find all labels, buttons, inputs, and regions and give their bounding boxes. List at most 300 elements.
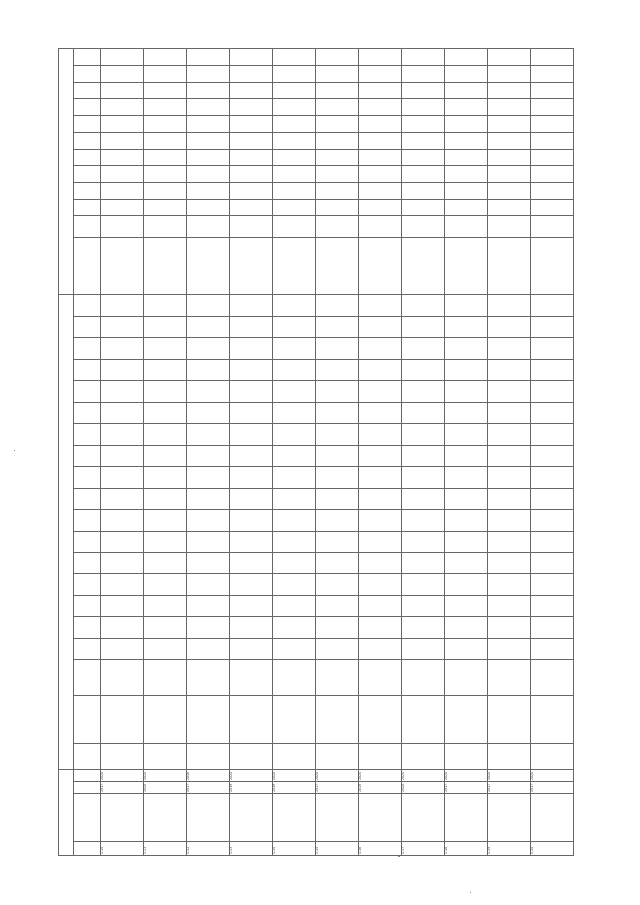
year-value-cell xyxy=(273,295,316,317)
column-header xyxy=(74,199,101,216)
year-value-cell xyxy=(273,595,316,616)
target-value-cell xyxy=(230,99,273,116)
table-row xyxy=(316,49,359,856)
funding-source-cell xyxy=(488,696,531,744)
table-row xyxy=(531,49,574,856)
year-value-cell xyxy=(488,552,531,573)
total-cell xyxy=(273,660,316,696)
year-value-cell xyxy=(144,574,187,595)
target-value-cell xyxy=(316,116,359,133)
target-value-cell xyxy=(144,82,187,99)
year-value-cell xyxy=(359,424,402,445)
year-value-cell xyxy=(144,359,187,380)
target-value-cell xyxy=(488,66,531,83)
unit-cell xyxy=(445,216,488,237)
value-cell xyxy=(144,638,187,659)
year-value-cell xyxy=(316,595,359,616)
year-value-cell xyxy=(230,295,273,317)
target-value-cell xyxy=(531,132,574,149)
year-value-cell xyxy=(230,381,273,402)
year-end-cell: 2024 xyxy=(445,770,488,782)
year-value-cell xyxy=(445,445,488,466)
target-value-cell xyxy=(445,99,488,116)
year-value-cell xyxy=(402,295,445,317)
year-value-cell xyxy=(101,552,144,573)
year-value-cell xyxy=(273,510,316,531)
year-value-cell xyxy=(359,467,402,488)
year-start-cell: 2017 xyxy=(531,782,574,794)
column-header xyxy=(74,116,101,133)
total-cell xyxy=(316,660,359,696)
target-value-cell xyxy=(531,99,574,116)
column-header xyxy=(74,488,101,509)
target-value-cell xyxy=(273,182,316,199)
target-value-cell xyxy=(488,49,531,66)
target-value-cell xyxy=(273,132,316,149)
executor-cell xyxy=(316,743,359,769)
unit-cell xyxy=(488,216,531,237)
value-cell xyxy=(531,617,574,638)
target-value-cell xyxy=(316,166,359,183)
base-value-cell xyxy=(230,199,273,216)
value-cell xyxy=(230,638,273,659)
year-value-cell xyxy=(144,510,187,531)
year-start-cell: 2017 xyxy=(488,782,531,794)
total-cell xyxy=(488,660,531,696)
year-value-cell xyxy=(445,510,488,531)
column-header xyxy=(74,531,101,552)
measure-name-cell xyxy=(359,793,402,841)
year-value-cell xyxy=(531,574,574,595)
target-value-cell xyxy=(144,182,187,199)
target-value-cell xyxy=(359,182,402,199)
year-value-cell xyxy=(402,445,445,466)
year-end-cell: 2020 xyxy=(230,770,273,782)
target-value-cell xyxy=(359,149,402,166)
year-start-cell: 2017 xyxy=(445,782,488,794)
year-value-cell xyxy=(144,531,187,552)
year-value-cell xyxy=(144,552,187,573)
column-header xyxy=(74,182,101,199)
target-value-cell xyxy=(445,49,488,66)
funding-source-cell xyxy=(445,696,488,744)
value-cell xyxy=(359,617,402,638)
target-value-cell xyxy=(402,99,445,116)
target-value-cell xyxy=(359,166,402,183)
year-value-cell xyxy=(101,424,144,445)
column-header xyxy=(74,316,101,337)
executor-cell xyxy=(230,743,273,769)
row-number-cell: 1.19 xyxy=(488,841,531,855)
year-value-cell xyxy=(187,402,230,423)
row-number-cell: 1.18 xyxy=(445,841,488,855)
measure-name-cell xyxy=(101,793,144,841)
year-value-cell xyxy=(531,552,574,573)
year-value-cell xyxy=(531,381,574,402)
year-value-cell xyxy=(488,595,531,616)
year-value-cell xyxy=(144,381,187,402)
year-value-cell xyxy=(230,531,273,552)
year-value-cell xyxy=(230,402,273,423)
year-value-cell xyxy=(531,424,574,445)
unit-cell xyxy=(531,216,574,237)
year-value-cell xyxy=(316,381,359,402)
unit-cell xyxy=(359,216,402,237)
year-value-cell xyxy=(230,510,273,531)
measure-name-cell xyxy=(531,793,574,841)
year-value-cell xyxy=(273,552,316,573)
indicator-name-cell xyxy=(316,237,359,294)
year-value-cell xyxy=(316,338,359,359)
base-value-cell xyxy=(359,199,402,216)
year-value-cell xyxy=(273,488,316,509)
year-value-cell xyxy=(187,424,230,445)
year-value-cell xyxy=(101,295,144,317)
year-value-cell xyxy=(187,338,230,359)
target-value-cell xyxy=(144,99,187,116)
year-value-cell xyxy=(273,531,316,552)
total-cell xyxy=(144,660,187,696)
target-value-cell xyxy=(101,132,144,149)
target-value-cell xyxy=(273,99,316,116)
year-end-cell: 2020 xyxy=(316,770,359,782)
total-cell xyxy=(187,660,230,696)
target-value-cell xyxy=(316,82,359,99)
target-value-cell xyxy=(101,82,144,99)
target-value-cell xyxy=(187,149,230,166)
column-header xyxy=(74,338,101,359)
row-number-cell: 1.20 xyxy=(531,841,574,855)
column-header xyxy=(74,770,101,782)
column-header xyxy=(74,166,101,183)
year-value-cell xyxy=(531,531,574,552)
executor-cell xyxy=(144,743,187,769)
value-cell xyxy=(273,617,316,638)
year-value-cell xyxy=(402,488,445,509)
year-value-cell xyxy=(316,445,359,466)
year-value-cell xyxy=(531,445,574,466)
year-value-cell xyxy=(531,295,574,317)
year-end-cell: 2018 xyxy=(187,770,230,782)
measure-name-cell xyxy=(488,793,531,841)
year-value-cell xyxy=(144,445,187,466)
year-start-cell: 2019 xyxy=(359,782,402,794)
column-header xyxy=(74,381,101,402)
target-value-cell xyxy=(230,149,273,166)
year-value-cell xyxy=(488,359,531,380)
table-column-header-row xyxy=(74,49,101,856)
group-header-right xyxy=(59,49,74,295)
executor-cell xyxy=(488,743,531,769)
year-value-cell xyxy=(488,338,531,359)
target-value-cell xyxy=(359,49,402,66)
year-end-cell: 2024 xyxy=(488,770,531,782)
funding-source-cell xyxy=(230,696,273,744)
year-value-cell xyxy=(316,402,359,423)
base-value-cell xyxy=(531,199,574,216)
year-value-cell xyxy=(488,531,531,552)
column-header xyxy=(74,793,101,841)
executor-cell xyxy=(273,743,316,769)
indicator-name-cell xyxy=(187,237,230,294)
year-value-cell xyxy=(488,402,531,423)
year-value-cell xyxy=(402,552,445,573)
year-value-cell xyxy=(402,595,445,616)
row-number-cell: 1.15 xyxy=(316,841,359,855)
year-value-cell xyxy=(230,595,273,616)
column-header xyxy=(74,660,101,696)
value-cell xyxy=(230,617,273,638)
year-value-cell xyxy=(359,531,402,552)
target-value-cell xyxy=(402,66,445,83)
year-value-cell xyxy=(101,595,144,616)
year-value-cell xyxy=(316,552,359,573)
year-value-cell xyxy=(402,338,445,359)
target-value-cell xyxy=(101,116,144,133)
year-value-cell xyxy=(230,316,273,337)
year-value-cell xyxy=(273,359,316,380)
target-value-cell xyxy=(187,166,230,183)
year-value-cell xyxy=(316,488,359,509)
target-value-cell xyxy=(488,182,531,199)
target-value-cell xyxy=(187,49,230,66)
year-value-cell xyxy=(445,488,488,509)
year-value-cell xyxy=(445,295,488,317)
year-value-cell xyxy=(445,338,488,359)
year-end-cell: 2024 xyxy=(144,770,187,782)
year-value-cell xyxy=(488,488,531,509)
column-header xyxy=(74,359,101,380)
year-value-cell xyxy=(273,338,316,359)
year-value-cell xyxy=(445,381,488,402)
indicator-name-cell xyxy=(101,237,144,294)
unit-cell xyxy=(273,216,316,237)
column-header xyxy=(74,82,101,99)
year-value-cell xyxy=(402,510,445,531)
year-start-cell: 2019 xyxy=(230,782,273,794)
base-value-cell xyxy=(144,199,187,216)
year-value-cell xyxy=(316,510,359,531)
total-cell xyxy=(445,660,488,696)
year-end-cell: 2020 xyxy=(273,770,316,782)
row-number-cell: 1.11 xyxy=(144,841,187,855)
year-value-cell xyxy=(101,338,144,359)
column-header xyxy=(74,402,101,423)
target-value-cell xyxy=(359,82,402,99)
year-value-cell xyxy=(187,488,230,509)
unit-cell xyxy=(402,216,445,237)
column-header xyxy=(74,574,101,595)
indicator-name-cell xyxy=(273,237,316,294)
year-value-cell xyxy=(230,574,273,595)
year-value-cell xyxy=(144,595,187,616)
year-value-cell xyxy=(359,445,402,466)
target-value-cell xyxy=(402,149,445,166)
year-value-cell xyxy=(316,295,359,317)
row-number-cell: 1.16 xyxy=(359,841,402,855)
column-header xyxy=(74,552,101,573)
value-cell xyxy=(488,638,531,659)
target-value-cell xyxy=(402,49,445,66)
year-value-cell xyxy=(359,552,402,573)
table-row xyxy=(488,49,531,856)
target-value-cell xyxy=(101,49,144,66)
target-value-cell xyxy=(273,149,316,166)
total-cell xyxy=(402,660,445,696)
year-value-cell xyxy=(144,467,187,488)
year-value-cell xyxy=(187,531,230,552)
year-start-cell: 2020 xyxy=(144,782,187,794)
year-value-cell xyxy=(402,467,445,488)
year-value-cell xyxy=(531,316,574,337)
indicator-name-cell xyxy=(144,237,187,294)
column-header xyxy=(74,49,101,66)
year-value-cell xyxy=(445,402,488,423)
indicator-name-cell xyxy=(488,237,531,294)
group-header-left xyxy=(59,770,74,856)
year-value-cell xyxy=(359,381,402,402)
unit-cell xyxy=(316,216,359,237)
year-value-cell xyxy=(488,445,531,466)
value-cell xyxy=(187,638,230,659)
year-value-cell xyxy=(445,595,488,616)
funding-source-cell xyxy=(101,696,144,744)
funding-source-cell xyxy=(187,696,230,744)
target-value-cell xyxy=(488,132,531,149)
year-value-cell xyxy=(230,467,273,488)
year-start-cell: 2017 xyxy=(187,782,230,794)
target-value-cell xyxy=(101,66,144,83)
value-cell xyxy=(316,617,359,638)
year-value-cell xyxy=(144,424,187,445)
year-value-cell xyxy=(187,445,230,466)
measure-name-cell xyxy=(230,793,273,841)
target-value-cell xyxy=(488,99,531,116)
target-value-cell xyxy=(402,82,445,99)
funding-source-cell xyxy=(402,696,445,744)
target-value-cell xyxy=(230,49,273,66)
target-value-cell xyxy=(531,149,574,166)
year-value-cell xyxy=(230,424,273,445)
column-header xyxy=(74,132,101,149)
target-value-cell xyxy=(273,82,316,99)
year-start-cell: 2019 xyxy=(273,782,316,794)
target-value-cell xyxy=(445,149,488,166)
target-value-cell xyxy=(488,166,531,183)
column-header xyxy=(74,467,101,488)
target-value-cell xyxy=(144,132,187,149)
year-value-cell xyxy=(187,316,230,337)
year-value-cell xyxy=(187,381,230,402)
year-value-cell xyxy=(230,359,273,380)
base-value-cell xyxy=(488,199,531,216)
column-header xyxy=(74,841,101,855)
column-header xyxy=(74,216,101,237)
column-header xyxy=(74,617,101,638)
unit-cell xyxy=(101,216,144,237)
target-value-cell xyxy=(230,132,273,149)
year-value-cell xyxy=(187,359,230,380)
target-value-cell xyxy=(187,82,230,99)
year-value-cell xyxy=(230,445,273,466)
table-row xyxy=(144,49,187,856)
target-value-cell xyxy=(445,182,488,199)
year-value-cell xyxy=(402,381,445,402)
year-end-cell: 2024 xyxy=(101,770,144,782)
target-value-cell xyxy=(101,149,144,166)
group-header-mid xyxy=(59,295,74,770)
year-value-cell xyxy=(445,424,488,445)
year-value-cell xyxy=(531,595,574,616)
year-value-cell xyxy=(359,510,402,531)
year-value-cell xyxy=(316,424,359,445)
target-value-cell xyxy=(531,66,574,83)
row-number-cell: 1.12 xyxy=(187,841,230,855)
year-value-cell xyxy=(273,445,316,466)
year-value-cell xyxy=(402,531,445,552)
column-header xyxy=(74,99,101,116)
funding-source-cell xyxy=(316,696,359,744)
table-body xyxy=(101,49,574,856)
executor-cell xyxy=(101,743,144,769)
column-header xyxy=(74,445,101,466)
year-value-cell xyxy=(488,295,531,317)
target-value-cell xyxy=(445,166,488,183)
target-value-cell xyxy=(316,66,359,83)
value-cell xyxy=(402,638,445,659)
column-header xyxy=(74,696,101,744)
year-value-cell xyxy=(187,510,230,531)
measure-name-cell xyxy=(144,793,187,841)
year-value-cell xyxy=(359,338,402,359)
year-value-cell xyxy=(445,552,488,573)
year-value-cell xyxy=(531,402,574,423)
year-value-cell xyxy=(144,316,187,337)
funding-source-cell xyxy=(531,696,574,744)
year-value-cell xyxy=(273,467,316,488)
year-value-cell xyxy=(316,467,359,488)
table-group-header-row xyxy=(59,49,74,856)
year-value-cell xyxy=(101,402,144,423)
target-value-cell xyxy=(187,66,230,83)
year-value-cell xyxy=(488,424,531,445)
year-value-cell xyxy=(445,574,488,595)
value-cell xyxy=(531,638,574,659)
year-value-cell xyxy=(144,295,187,317)
year-end-cell: 2024 xyxy=(402,770,445,782)
indicator-name-cell xyxy=(402,237,445,294)
year-value-cell xyxy=(144,338,187,359)
measure-name-cell xyxy=(187,793,230,841)
year-value-cell xyxy=(531,510,574,531)
indicator-name-cell xyxy=(230,237,273,294)
table-row xyxy=(359,49,402,856)
executor-cell xyxy=(187,743,230,769)
executor-cell xyxy=(531,743,574,769)
target-value-cell xyxy=(402,166,445,183)
row-number-cell: 1.10 xyxy=(101,841,144,855)
target-value-cell xyxy=(488,116,531,133)
target-value-cell xyxy=(316,49,359,66)
scan-mark xyxy=(398,856,400,857)
year-value-cell xyxy=(531,338,574,359)
column-header xyxy=(74,237,101,294)
column-header xyxy=(74,595,101,616)
year-value-cell xyxy=(230,488,273,509)
target-value-cell xyxy=(316,182,359,199)
unit-cell xyxy=(187,216,230,237)
year-start-cell: 2017 xyxy=(101,782,144,794)
